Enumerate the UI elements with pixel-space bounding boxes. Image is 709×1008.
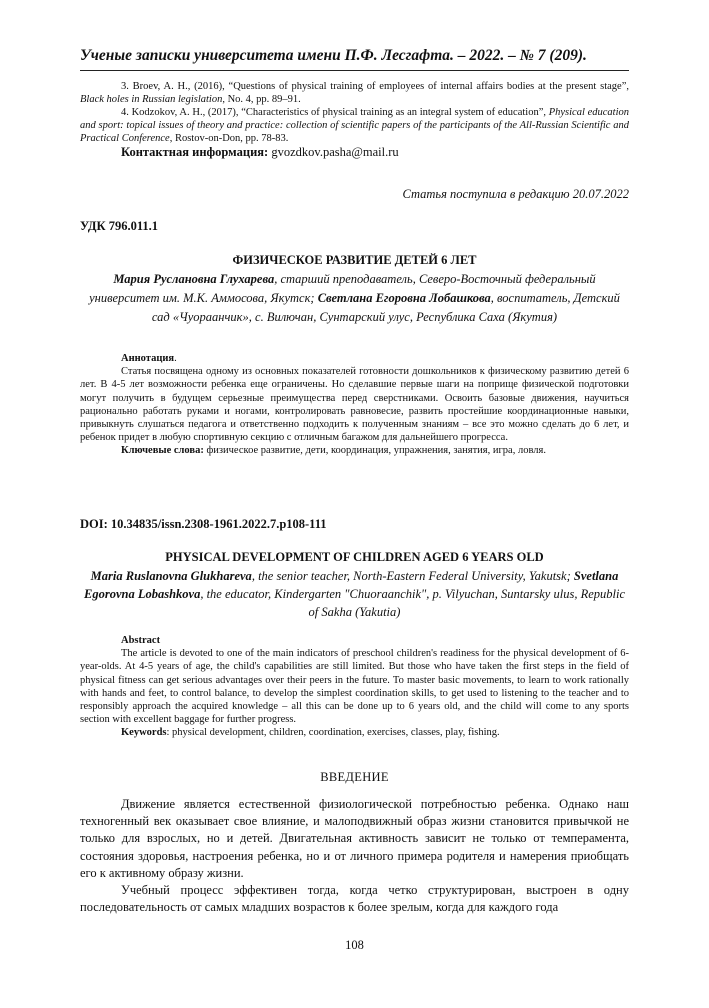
authors-en: Maria Ruslanovna Glukhareva, the senior teacher, North-Eastern Federal University, Yakutsk; Svetlana Egorovna Lobashkova, the educator, Kindergarten "Chuoraanchik", p. Vilyuchan, Suntarsky ulus, Republic of Sakha (Yakutia) <box>84 569 625 619</box>
body-text <box>80 796 629 916</box>
received-date: Статья поступила в редакцию 20.07.2022 <box>402 187 629 201</box>
abstract-text-en: The article is devoted to one of the main indicators of preschool children's readiness for the physical development of 6-year-olds. At 4-5 years of age, the child's capabilities are still limited. But those who have taken the first steps in the field of physical fitness can get serious advantages over their peers in the future. To master basic movements, to learn to work rationally with hands and feet, to control balance, to develop the simplest coordination skills, to get used to listening to the teacher and to responsibly approach the acquired knowledge – all this can be done up to 6 years old, and the child will come to any sports section with excellent baggage for further progress. <box>80 648 629 726</box>
author-1-name-en: Maria Ruslanovna Glukhareva <box>90 569 252 583</box>
abstract-text-ru: Статья посвящена одному из основных показателей готовности дошкольников к физическому развитию детей 6 лет. В 4-5 лет возможности ребенка еще ограничены. Но сделавшие первые шаги на поприще физической подготовки могут получить в будущем серьезные преимущества перед сверстниками. Освоить базовые движения, научиться рационально работать руками и ногами, контролировать равновесие, развить простейшие координационные навыки, привыкнуть слушаться педагога и ответственно подходить к полученным знаниям – все это можно сделать до 6 лет, и ребенок придет в любую спортивную секцию с отличным багажом для дальнейшего прогресса. <box>80 366 629 444</box>
journal-header: Ученые записки университета имени П.Ф. Лесгафта. – 2022. – № 7 (209). <box>80 47 587 64</box>
author-2-name-en: Svetlana Egorovna Lobashkova <box>84 569 619 601</box>
keywords-ru: Ключевые слова: физическое развитие, дети, координация, упражнения, занятия, игра, ловля. <box>121 445 546 457</box>
authors-ru: Мария Руслановна Глухарева, старший преподаватель, Северо-Восточный федеральный университет им. М.К. Аммосова, Якутск; Светлана Егоровна Лобашкова, воспитатель, Детский сад «Чуораанчик», с. Вилючан, Сунтарский улус, Республика Саха (Якутия) <box>89 272 620 324</box>
page-number: 108 <box>345 938 364 952</box>
doi: DOI: 10.34835/issn.2308-1961.2022.7.p108-111 <box>80 517 327 531</box>
contact-label: Контактная информация: <box>121 145 269 160</box>
keywords-label-en: Keywords <box>121 727 167 739</box>
abstract-heading-en: Abstract <box>121 635 161 646</box>
body-paragraph-2: Учебный процесс эффективен тогда, когда четко структурирован, выстроен в одну последовательность от самых младших возрастов к более зрелым, когда для каждого года <box>80 883 629 915</box>
references-list <box>80 80 629 160</box>
keywords-en: Keywords: physical development, children, coordination, exercises, classes, play, fishing. <box>121 727 500 739</box>
abstract-heading-ru: Аннотация <box>121 353 175 364</box>
abstract-en <box>80 634 629 740</box>
section-heading: ВВЕДЕНИЕ <box>320 770 389 784</box>
reference-3: 3. Broev, A. H., (2016), “Questions of physical training of employees of internal affairs bodies at the present stage”, Black holes in Russian legislation, No. 4, pp. 89–91. <box>80 81 629 106</box>
author-2-name: Светлана Егоровна Лобашкова <box>317 291 491 305</box>
keywords-label-ru: Ключевые слова: <box>121 445 204 457</box>
contact-info <box>80 145 629 160</box>
header-rule <box>80 70 629 71</box>
author-1-name: Мария Руслановна Глухарева <box>113 272 275 286</box>
body-paragraph-1: Движение является естественной физиологической потребностью ребенка. Однако наш техногенный век оказывает свое влияние, и малоподвижный образ жизни становится привычкой не только для взрослых, но и детей. Двигательная активность зависит не только от темперамента, состояния здоровья, настроения ребенка, но и от личного примера родителя и намерения приобщать его к активному образу жизни. <box>80 797 629 880</box>
udk-code: УДК 796.011.1 <box>80 219 159 233</box>
article-title-en: PHYSICAL DEVELOPMENT OF CHILDREN AGED 6 YEARS OLD <box>165 550 544 564</box>
reference-4: 4. Kodzokov, A. H., (2017), “Characteristics of physical training as an integral system of education”, Physical education and sport: topical issues of theory and practice: collection of scientific papers of the participants of the All-Russian Scientific and Practical Conference, Rostov-on-Don, pp. 78-83. <box>80 107 629 145</box>
contact-email: gvozdkov.pasha@mail.ru <box>271 145 399 160</box>
article-title-ru: ФИЗИЧЕСКОЕ РАЗВИТИЕ ДЕТЕЙ 6 ЛЕТ <box>232 253 477 267</box>
abstract-ru: Аннотация. Статья посвящена одному из основных показателей готовности дошкольников к физическому развитию детей 6 лет. В 4-5 лет возможности ребенка еще ограничены. Но сделавшие первые шаги на поприще физической подготовки могут получить в будущем серьезные преимущества перед сверстниками. Освоить базовые движения, научиться рационально работать руками и ногами, контролировать равновесие, развить простейшие координационные навыки, привыкнуть слушаться педагога и ответственно подходить к полученным знаниям – все это можно сделать до 6 лет, и ребенок придет в любую спортивную секцию с отличным багажом для дальнейшего прогресса. Ключевые слова: физическое развитие, дети, координация, упражнения, занятия, игра, ловля. <box>80 353 629 457</box>
